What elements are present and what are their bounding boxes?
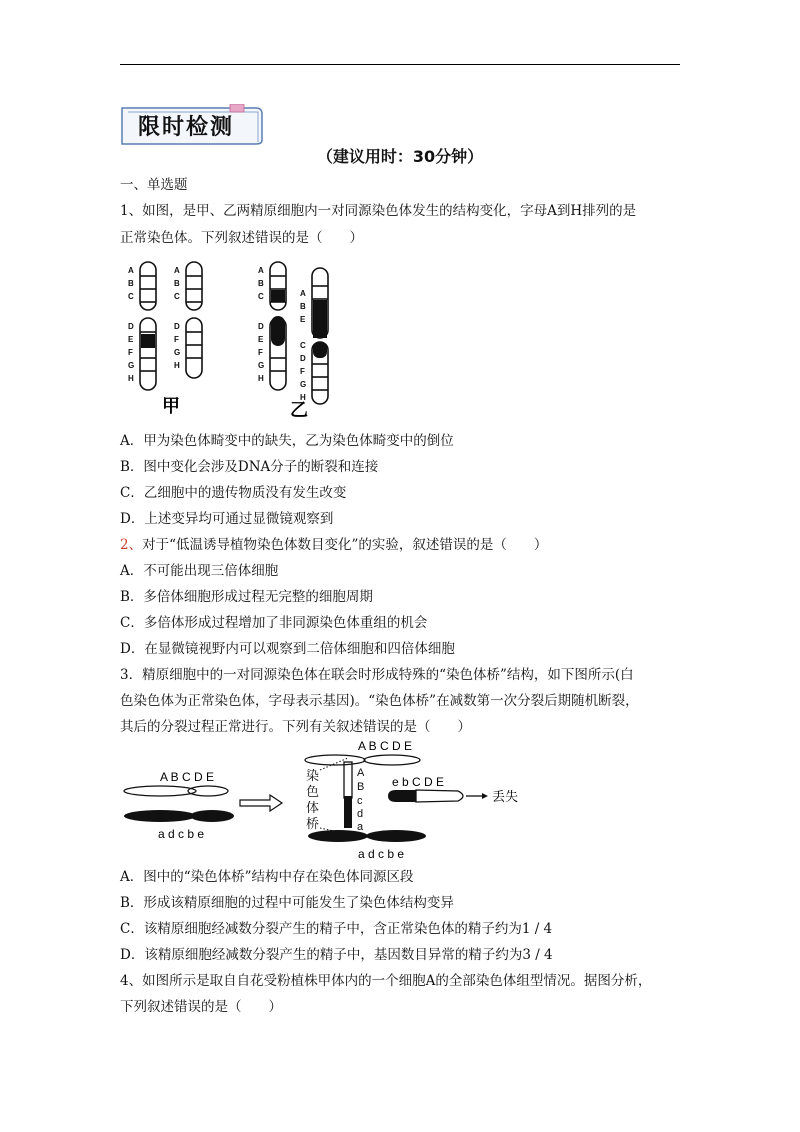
fig-lost-label: 丢失: [492, 789, 519, 804]
svg-text:B: B: [300, 302, 306, 311]
q3-option-d[interactable]: D．该精原细胞经减数分裂产生的精子中，基因数目异常的精子约为3 / 4: [120, 947, 553, 963]
svg-text:D: D: [174, 322, 180, 331]
svg-text:G: G: [174, 348, 181, 357]
fig-top-center-genes: A B C D E: [358, 739, 413, 753]
svg-text:C: C: [174, 292, 180, 301]
fig-bottom-center-genes: a d c b e: [358, 847, 405, 861]
q3-stem-1: 3．精原细胞中的一对同源染色体在联会时形成特殊的“染色体桥”结构，如下图所示(白: [120, 667, 634, 683]
bridge-gene-1: A: [357, 767, 365, 779]
svg-text:C: C: [258, 292, 264, 301]
arrow-lost-icon: [482, 793, 488, 799]
bridge-gene-5: a: [357, 821, 364, 833]
svg-text:G: G: [258, 361, 265, 370]
q1-option-c[interactable]: C．乙细胞中的遗传物质没有发生改变: [120, 485, 347, 501]
q3-option-b[interactable]: B．形成该精原细胞的过程中可能发生了染色体结构变异: [120, 895, 454, 911]
svg-text:C: C: [300, 341, 306, 350]
bridge-gene-3: c: [357, 795, 363, 807]
svg-text:D: D: [258, 322, 264, 331]
svg-text:H: H: [128, 374, 134, 383]
q2-option-c[interactable]: C．多倍体形成过程增加了非同源染色体重组的机会: [120, 615, 428, 631]
top-rule: [120, 64, 680, 65]
page-subtitle: （建议用时：30分钟）: [316, 147, 484, 166]
fig-bottom-left-genes: a d c b e: [158, 827, 205, 841]
q1-stem-1: 1、如图，是甲、乙两精原细胞内一对同源染色体发生的结构变化，字母A到H排列的是: [120, 203, 637, 219]
svg-text:H: H: [258, 374, 264, 383]
svg-text:A: A: [174, 266, 180, 275]
q3-option-c[interactable]: C．该精原细胞经减数分裂产生的精子中，含正常染色体的精子约为1 / 4: [120, 921, 553, 937]
svg-text:A: A: [128, 266, 134, 275]
fig-top-left-genes: A B C D E: [160, 770, 215, 784]
q3-option-a[interactable]: A．图中的“染色体桥”结构中存在染色体同源区段: [120, 869, 414, 885]
svg-text:B: B: [174, 279, 180, 288]
bridge-label-3: 体: [306, 800, 320, 815]
svg-text:F: F: [128, 348, 133, 357]
svg-text:E: E: [300, 315, 306, 324]
q3-stem-3: 其后的分裂过程正常进行。下列有关叙述错误的是（ ）: [120, 719, 471, 735]
svg-text:C: C: [128, 292, 134, 301]
bridge-label-4: 桥: [306, 816, 320, 831]
section-heading: 一、单选题: [120, 177, 188, 193]
q2-stem: [120, 535, 547, 555]
svg-text:B: B: [128, 279, 134, 288]
svg-text:B: B: [258, 279, 264, 288]
bridge-gene-2: B: [357, 781, 365, 793]
svg-text:E: E: [128, 335, 134, 344]
arrow-right-icon: [240, 795, 282, 811]
q3-chromosome-bridge-figure: [120, 738, 540, 863]
svg-text:E: E: [258, 335, 264, 344]
svg-text:D: D: [300, 354, 306, 363]
bridge-label-2: 色: [306, 784, 320, 799]
svg-text:G: G: [300, 380, 307, 389]
svg-text:F: F: [258, 348, 263, 357]
q4-stem-1: 4、如图所示是取自自花受粉植株甲体内的一个细胞A的全部染色体组型情况。据图分析，: [120, 973, 652, 989]
q2-option-d[interactable]: D．在显微镜视野内可以观察到二倍体细胞和四倍体细胞: [120, 641, 455, 657]
bridge-gene-4: d: [357, 808, 364, 820]
svg-text:A: A: [258, 266, 264, 275]
svg-text:D: D: [128, 322, 134, 331]
svg-text:F: F: [300, 367, 305, 376]
svg-text:H: H: [300, 393, 306, 402]
q2-option-b[interactable]: B．多倍体细胞形成过程无完整的细胞周期: [120, 589, 373, 605]
q4-stem-2: 下列叙述错误的是（ ）: [120, 999, 282, 1015]
q2-option-a[interactable]: A．不可能出现三倍体细胞: [120, 563, 279, 579]
badge-label: 限时检测: [138, 115, 235, 140]
q2-stem-text: 对于“低温诱导植物染色体数目变化”的实验，叙述错误的是（ ）: [142, 537, 548, 553]
svg-text:A: A: [300, 289, 306, 298]
fig-label-yi: 乙: [290, 400, 308, 418]
q3-stem-2: 色染色体为正常染色体，字母表示基因)。“染色体桥”在减数第一次分裂后期随机断裂，: [120, 693, 639, 709]
q1-option-a[interactable]: A．甲为染色体畸变中的缺失，乙为染色体畸变中的倒位: [120, 433, 454, 449]
svg-text:G: G: [128, 361, 135, 370]
fig-label-jia: 甲: [162, 396, 180, 416]
bridge-label-1: 染: [306, 768, 320, 783]
q1-option-d[interactable]: D．上述变异均可通过显微镜观察到: [120, 511, 334, 527]
svg-text:H: H: [174, 361, 180, 370]
q1-option-b[interactable]: B．图中变化会涉及DNA分子的断裂和连接: [120, 459, 379, 475]
q1-chromosome-figure: [120, 258, 350, 418]
q2-number: 2、: [120, 537, 143, 553]
q1-stem-2: 正常染色体。下列叙述错误的是（ ）: [120, 230, 363, 246]
fig-right-genes: e b C D E: [392, 775, 445, 789]
svg-text:F: F: [174, 335, 179, 344]
